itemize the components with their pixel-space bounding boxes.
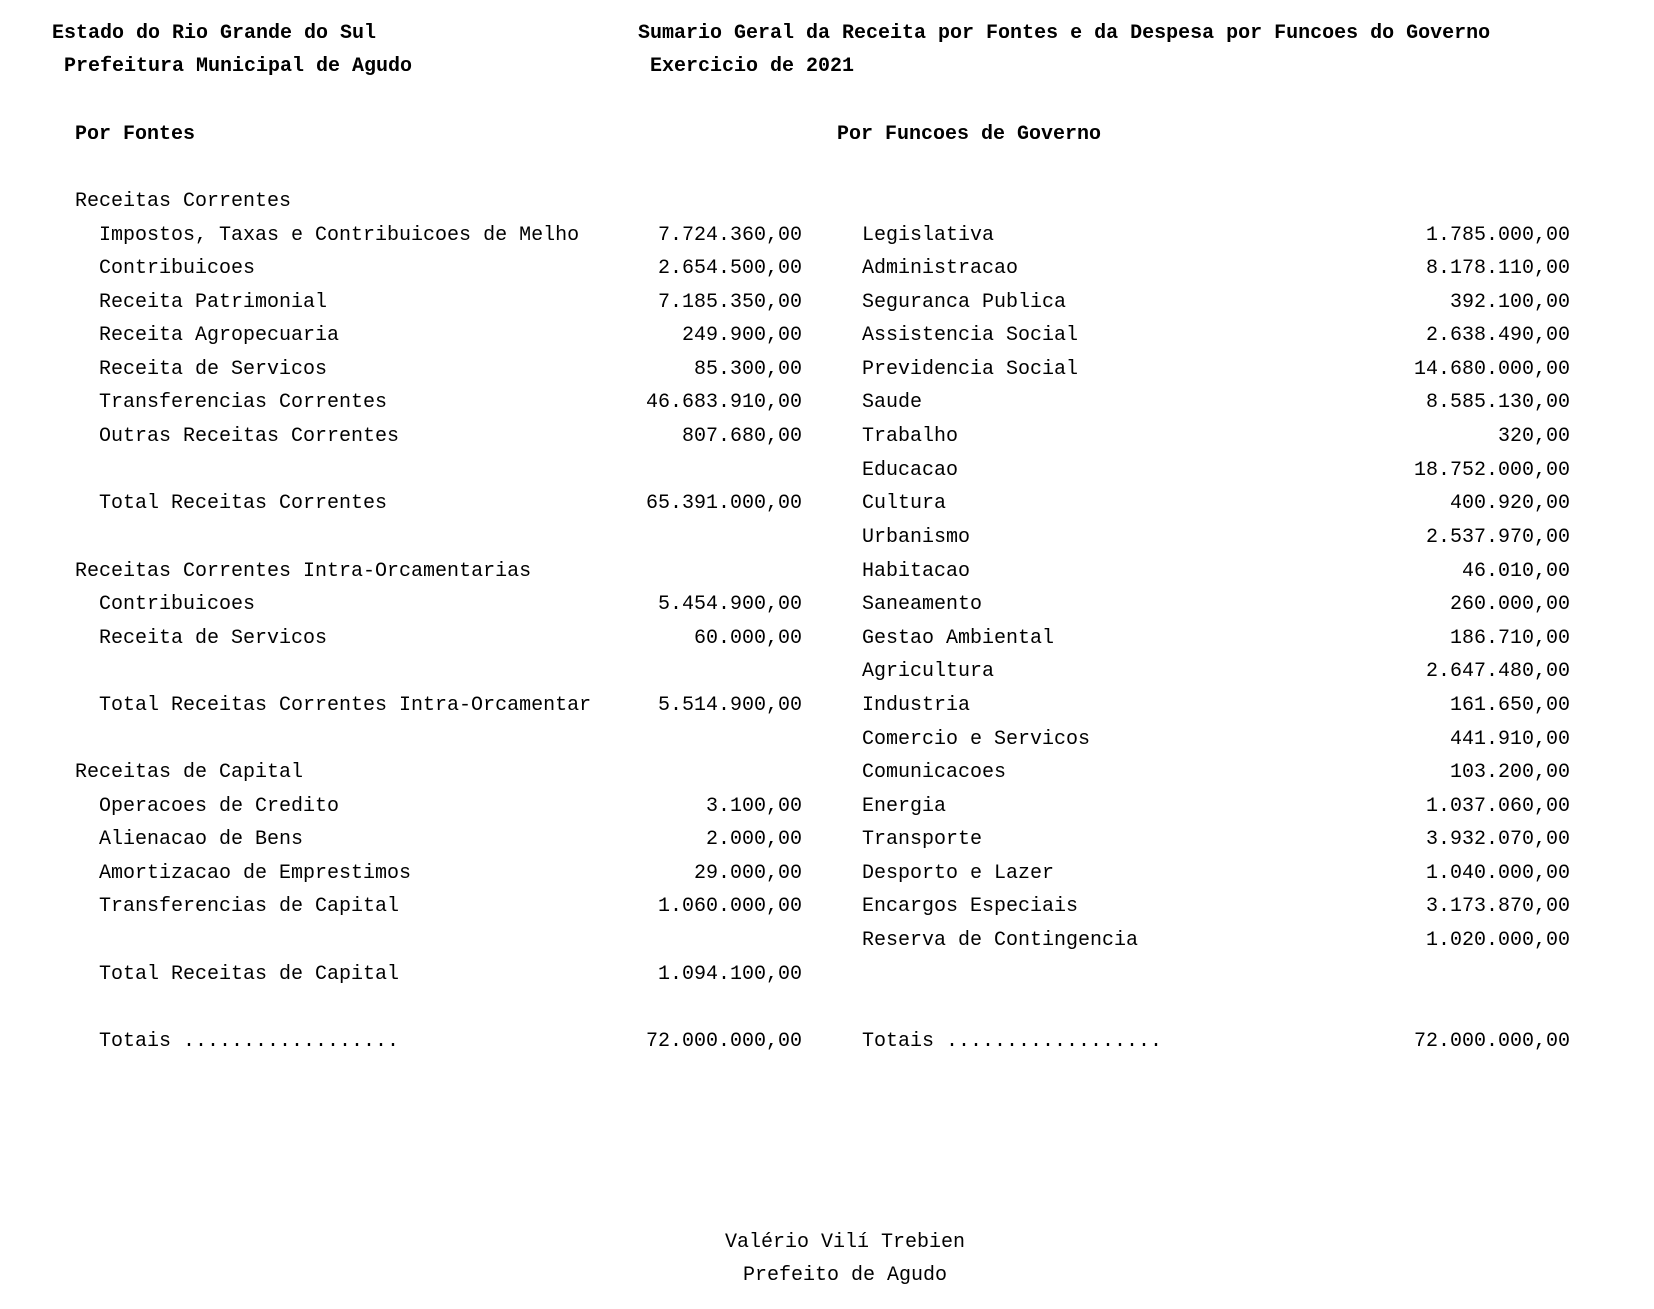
function-label: Legislativa bbox=[862, 224, 995, 247]
item-value: 85.300,00 bbox=[693, 358, 802, 381]
function-value: 1.040.000,00 bbox=[1425, 862, 1570, 885]
item-value: 7.185.350,00 bbox=[657, 291, 802, 314]
function-value: 8.178.110,00 bbox=[1425, 257, 1570, 280]
function-label: Desporto e Lazer bbox=[862, 862, 1055, 885]
function-label: Energia bbox=[862, 795, 947, 818]
function-label: Educacao bbox=[862, 459, 959, 482]
section-total-value: 1.094.100,00 bbox=[657, 963, 802, 986]
item-value: 249.900,00 bbox=[681, 324, 802, 347]
function-value: 14.680.000,00 bbox=[1413, 358, 1570, 381]
item-label: Amortizacao de Emprestimos bbox=[99, 862, 412, 885]
function-value: 186.710,00 bbox=[1449, 627, 1570, 650]
function-label: Saneamento bbox=[862, 593, 983, 616]
function-label: Cultura bbox=[862, 492, 947, 515]
function-label: Assistencia Social bbox=[862, 324, 1079, 347]
item-value: 3.100,00 bbox=[705, 795, 802, 818]
function-label: Comunicacoes bbox=[862, 761, 1007, 784]
section-title: Receitas Correntes bbox=[75, 190, 292, 213]
section-title: Receitas Correntes Intra-Orcamentarias bbox=[75, 560, 532, 583]
function-value: 2.537.970,00 bbox=[1425, 526, 1570, 549]
function-label: Seguranca Publica bbox=[862, 291, 1067, 314]
item-label: Alienacao de Bens bbox=[99, 828, 304, 851]
item-value: 60.000,00 bbox=[693, 627, 802, 650]
item-label: Operacoes de Credito bbox=[99, 795, 340, 818]
signature-role: Prefeito de Agudo bbox=[742, 1264, 948, 1287]
function-value: 3.173.870,00 bbox=[1425, 895, 1570, 918]
function-value: 18.752.000,00 bbox=[1413, 459, 1570, 482]
right-heading: Por Funcoes de Governo bbox=[837, 123, 1102, 146]
report-title: Sumario Geral da Receita por Fontes e da Despesa por Funcoes do Governo bbox=[638, 22, 1491, 45]
item-label: Receita de Servicos bbox=[99, 358, 328, 381]
function-value: 400.920,00 bbox=[1449, 492, 1570, 515]
item-label: Outras Receitas Correntes bbox=[99, 425, 400, 448]
function-value: 1.037.060,00 bbox=[1425, 795, 1570, 818]
function-value: 260.000,00 bbox=[1449, 593, 1570, 616]
right-totals-label: Totais .................. bbox=[862, 1030, 1163, 1053]
right-totals-value: 72.000.000,00 bbox=[1413, 1030, 1570, 1053]
function-label: Transporte bbox=[862, 828, 983, 851]
left-heading: Por Fontes bbox=[75, 123, 196, 146]
item-value: 807.680,00 bbox=[681, 425, 802, 448]
function-value: 320,00 bbox=[1497, 425, 1570, 448]
function-value: 392.100,00 bbox=[1449, 291, 1570, 314]
item-label: Contribuicoes bbox=[99, 593, 256, 616]
section-title: Receitas de Capital bbox=[75, 761, 304, 784]
state-name: Estado do Rio Grande do Sul bbox=[52, 22, 377, 45]
item-value: 29.000,00 bbox=[693, 862, 802, 885]
function-value: 1.020.000,00 bbox=[1425, 929, 1570, 952]
item-value: 46.683.910,00 bbox=[645, 391, 802, 414]
function-label: Trabalho bbox=[862, 425, 959, 448]
item-value: 2.654.500,00 bbox=[657, 257, 802, 280]
function-value: 441.910,00 bbox=[1449, 728, 1570, 751]
item-label: Impostos, Taxas e Contribuicoes de Melho bbox=[99, 224, 580, 247]
function-value: 2.638.490,00 bbox=[1425, 324, 1570, 347]
function-label: Previdencia Social bbox=[862, 358, 1079, 381]
section-total-label: Total Receitas de Capital bbox=[99, 963, 400, 986]
section-total-value: 5.514.900,00 bbox=[657, 694, 802, 717]
item-label: Receita Patrimonial bbox=[99, 291, 328, 314]
function-value: 103.200,00 bbox=[1449, 761, 1570, 784]
item-value: 2.000,00 bbox=[705, 828, 802, 851]
function-value: 46.010,00 bbox=[1461, 560, 1570, 583]
function-label: Encargos Especiais bbox=[862, 895, 1079, 918]
item-value: 1.060.000,00 bbox=[657, 895, 802, 918]
item-label: Receita Agropecuaria bbox=[99, 324, 340, 347]
item-value: 5.454.900,00 bbox=[657, 593, 802, 616]
function-label: Habitacao bbox=[862, 560, 971, 583]
left-totals-label: Totais .................. bbox=[99, 1030, 400, 1053]
function-label: Agricultura bbox=[862, 660, 995, 683]
signature-name: Valério Vilí Trebien bbox=[724, 1231, 966, 1254]
left-totals-value: 72.000.000,00 bbox=[645, 1030, 802, 1053]
item-label: Transferencias Correntes bbox=[99, 391, 388, 414]
report-exercise: Exercicio de 2021 bbox=[650, 55, 855, 78]
item-label: Contribuicoes bbox=[99, 257, 256, 280]
section-total-label: Total Receitas Correntes Intra-Orcamentar bbox=[99, 694, 592, 717]
function-label: Urbanismo bbox=[862, 526, 971, 549]
function-label: Comercio e Servicos bbox=[862, 728, 1091, 751]
function-value: 1.785.000,00 bbox=[1425, 224, 1570, 247]
item-label: Receita de Servicos bbox=[99, 627, 328, 650]
function-value: 161.650,00 bbox=[1449, 694, 1570, 717]
function-label: Industria bbox=[862, 694, 971, 717]
function-label: Saude bbox=[862, 391, 923, 414]
municipality-name: Prefeitura Municipal de Agudo bbox=[64, 55, 413, 78]
function-value: 2.647.480,00 bbox=[1425, 660, 1570, 683]
function-label: Gestao Ambiental bbox=[862, 627, 1055, 650]
function-label: Administracao bbox=[862, 257, 1019, 280]
function-value: 8.585.130,00 bbox=[1425, 391, 1570, 414]
item-label: Transferencias de Capital bbox=[99, 895, 400, 918]
function-label: Reserva de Contingencia bbox=[862, 929, 1139, 952]
section-total-value: 65.391.000,00 bbox=[645, 492, 802, 515]
section-total-label: Total Receitas Correntes bbox=[99, 492, 388, 515]
item-value: 7.724.360,00 bbox=[657, 224, 802, 247]
function-value: 3.932.070,00 bbox=[1425, 828, 1570, 851]
